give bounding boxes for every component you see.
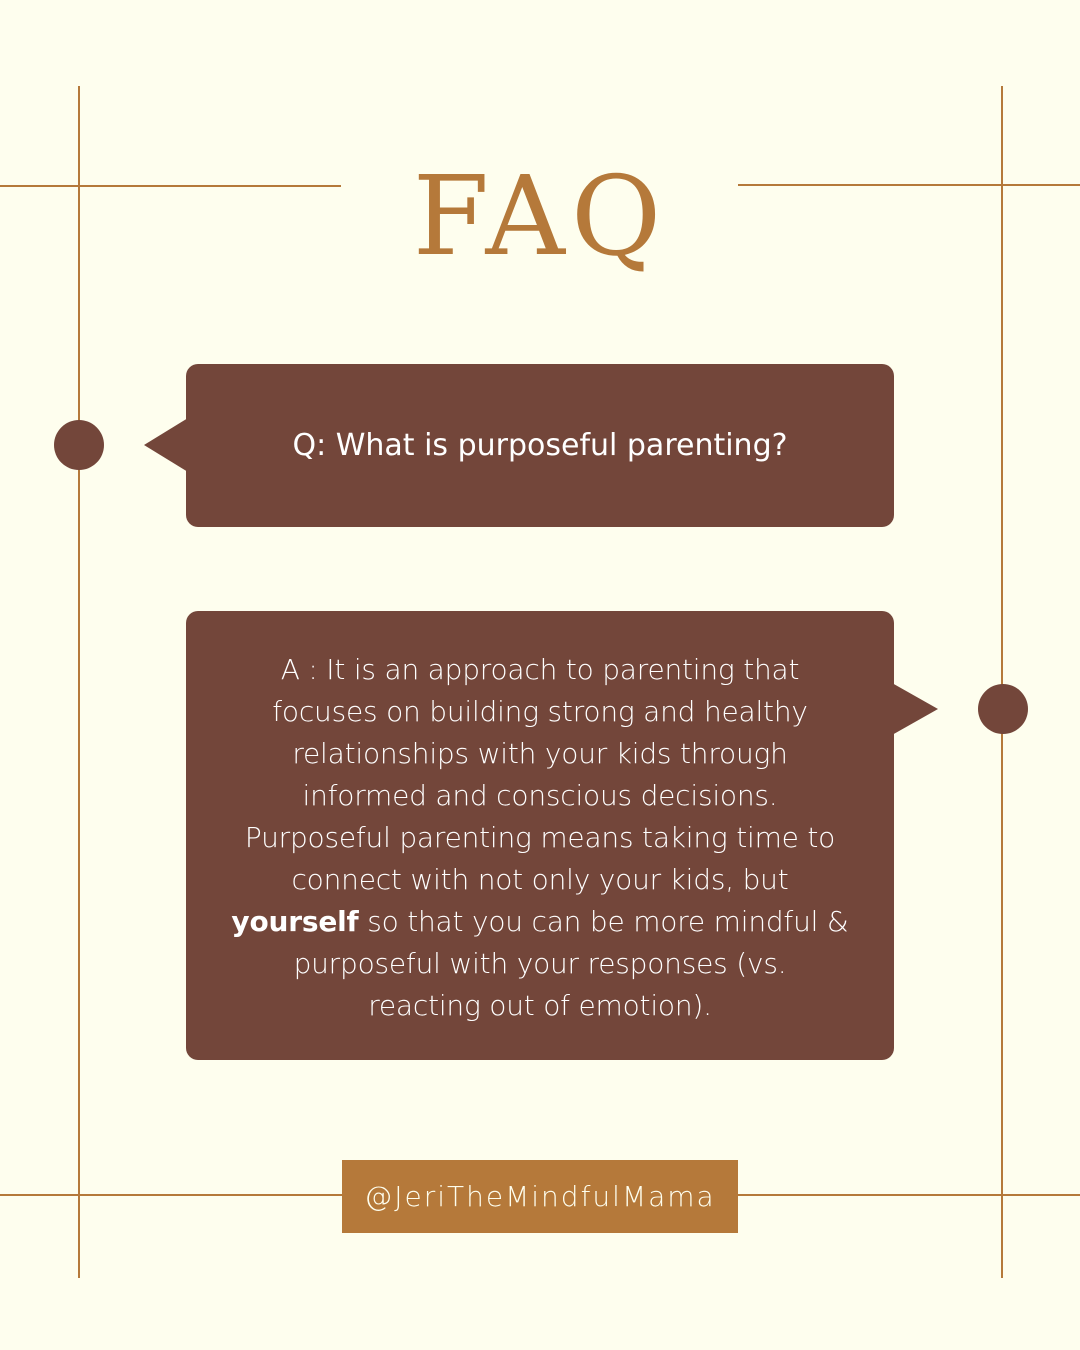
answer-dot: [978, 684, 1028, 734]
answer-line: connect with not only your kids, but: [291, 863, 789, 896]
question-bubble-tail: [144, 418, 188, 472]
answer-line: purposeful with your responses (vs.: [293, 947, 787, 980]
question-dot: [54, 420, 104, 470]
answer-line: relationships with your kids through: [292, 737, 788, 770]
question-text: Q: What is purposeful parenting?: [292, 428, 788, 463]
social-handle: @JeriTheMindfulMama: [364, 1180, 716, 1213]
answer-line: focuses on building strong and healthy: [272, 695, 808, 728]
answer-line: informed and conscious decisions.: [302, 779, 778, 812]
answer-line: reacting out of emotion).: [368, 989, 712, 1022]
answer-emphasis: yourself: [231, 905, 359, 938]
answer-bubble-tail: [892, 683, 938, 735]
page-title: FAQ: [412, 152, 668, 280]
answer-line: Purposeful parenting means taking time to: [244, 821, 836, 854]
answer-line: [214, 901, 866, 943]
question-bubble: [186, 364, 894, 527]
answer-text: [214, 649, 866, 1027]
social-handle-badge: [342, 1160, 738, 1233]
answer-bubble: [186, 611, 894, 1060]
answer-line: A : It is an approach to parenting that: [280, 653, 800, 686]
answer-line-rest: so that you can be more mindful &: [358, 905, 849, 938]
